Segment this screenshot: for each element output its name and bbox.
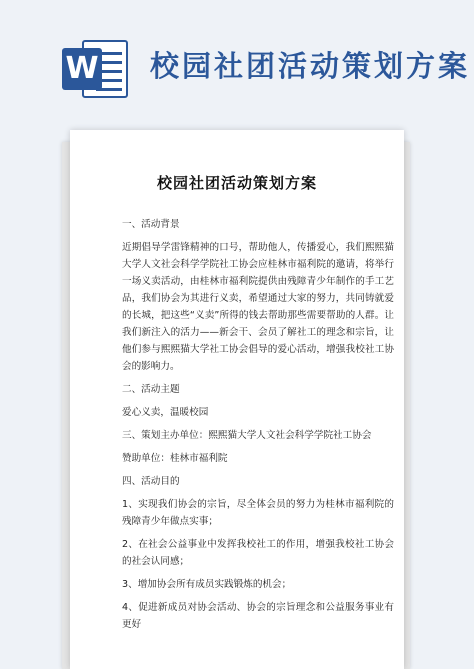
word-icon	[62, 40, 132, 98]
list-item: 3、增加协会所有成员实践锻炼的机会；	[122, 579, 292, 590]
paragraph: 赞助单位：桂林市福利院	[122, 453, 228, 464]
paragraph: 爱心义卖，温暖校园	[122, 407, 209, 418]
list-item: 2、在社会公益事业中发挥我校社工的作用，增强我校社工协会的社会认同感；	[122, 539, 394, 567]
list-item: 1、实现我们协会的宗旨，尽全体会员的努力为桂林市福利院的残障青少年做点实事；	[122, 499, 394, 527]
section-heading: 四、活动目的	[122, 476, 180, 487]
document-title: 校园社团活动策划方案	[156, 174, 317, 192]
paragraph: 近期倡导学雷锋精神的口号，帮助他人，传播爱心，我们熙熙猫大学人文社会科学学院社工协会应桂林市福利院的邀请，将举行一场义卖活动，由桂林市福利院提供由残障青少年制作的手工艺品，我们协会为其进行义卖，希望通过大家的努力，共同铸就爱的长城，把这些“义卖”所得的钱去帮助那些需要帮助的人群。让我们新注入的活力——新会干、会员了解社工的理念和宗旨，让他们参与熙熙猫大学社工协会倡导的爱心活动，增强我校社工协会的影响力。	[122, 242, 394, 372]
word-badge: W	[62, 48, 102, 90]
section-heading: 一、活动背景	[122, 219, 180, 230]
document-page	[70, 130, 404, 669]
list-item: 4、促进新成员对协会活动、协会的宗旨理念和公益服务事业有更好	[122, 602, 394, 630]
banner	[0, 0, 474, 120]
banner-title: 校园社团活动策划方案	[150, 49, 471, 83]
paragraph: 三、策划主办单位：熙熙猫大学人文社会科学学院社工协会	[122, 430, 372, 441]
section-heading: 二、活动主题	[122, 384, 180, 395]
document-body	[122, 216, 394, 639]
